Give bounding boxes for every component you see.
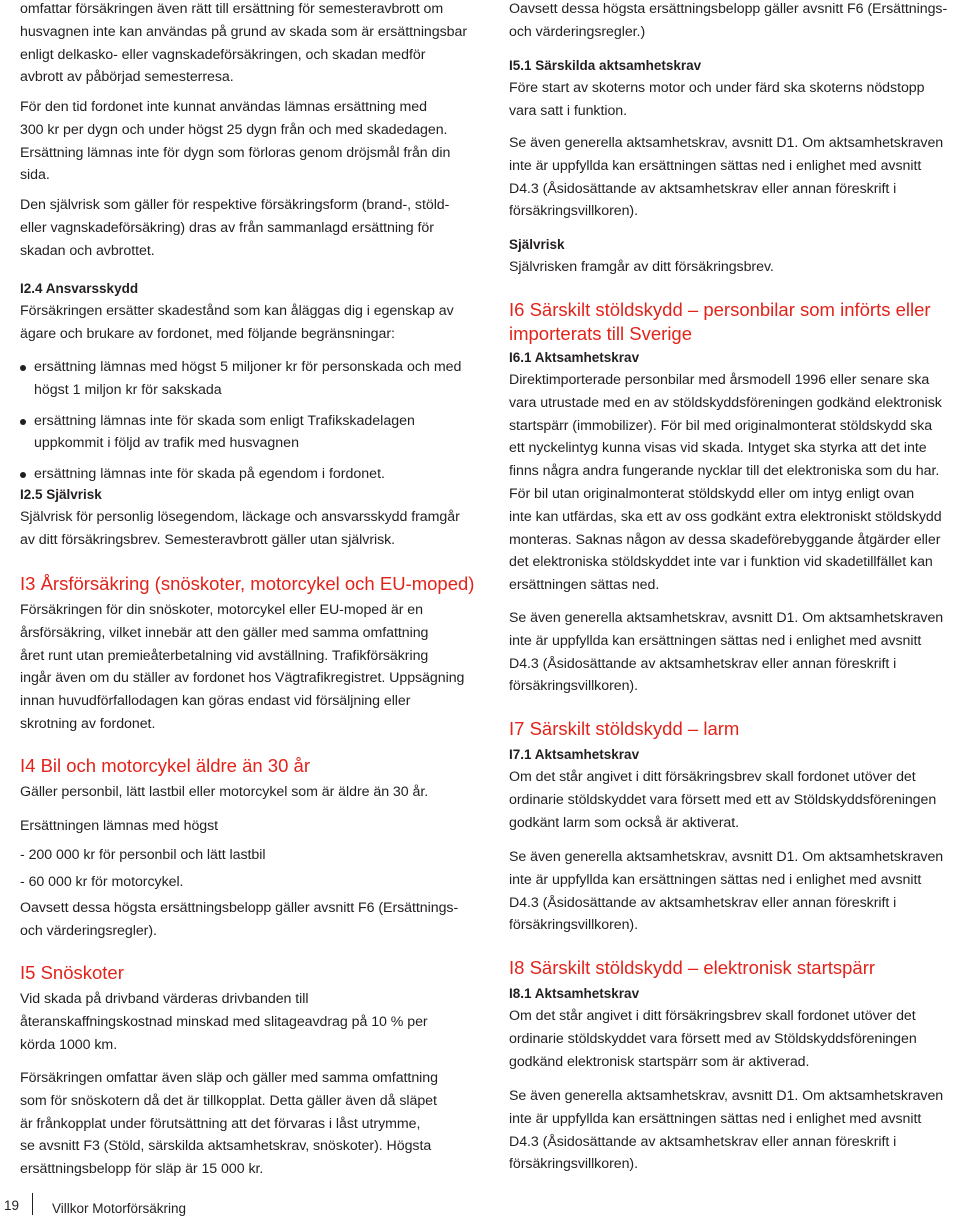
text-line: Före start av skoterns motor och under färd ska skoterns nödstopp <box>509 80 925 96</box>
text-line: försäkringsvillkoren). <box>509 203 638 220</box>
text-line: vara satt i funktion. <box>509 102 628 119</box>
text-line: sida. <box>20 167 50 184</box>
text-line: som för snöskotern då det är tillkopplat. Detta gäller även då släpet <box>20 1092 437 1109</box>
text-line: Den självrisk som gäller för respektive försäkringsform (brand-, stöld- <box>20 197 450 213</box>
text-line: 300 kr per dygn och under högst 25 dygn från och med skadedagen. <box>20 121 448 138</box>
text-line: högst 1 miljon kr för sakskada <box>34 381 222 398</box>
text-line: året runt utan premieåterbetalning vid avställning. Trafikförsäkring <box>20 647 429 664</box>
i5-paragraph-1 <box>20 988 428 1056</box>
text-line: D4.3 (Åsidosättande av aktsamhetskrav eller annan föreskrift i <box>509 1133 897 1150</box>
text-line: inte är uppfyllda kan ersättningen sättas ned i enlighet med avsnitt <box>509 1110 922 1127</box>
section-i6-heading <box>509 298 931 346</box>
text-line: ett nyckelintyg kunna visas vid skada. Intyget ska styrka att det inte <box>509 440 927 457</box>
text-line: försäkringsvillkoren). <box>509 1156 638 1173</box>
text-line: körda 1000 km. <box>20 1036 118 1053</box>
text-line: Om det står angivet i ditt försäkringsbrev skall fordonet utöver det <box>509 1008 916 1024</box>
text-line: uppkommit i följd av trafik med husvagnen <box>34 435 299 452</box>
text-line: se avsnitt F3 (Stöld, särskilda aktsamhetskrav, snöskoter). Högsta <box>20 1138 432 1155</box>
text-line: och värderingsregler.) <box>509 23 646 40</box>
section-i8-1-title: I8.1 Aktsamhetskrav <box>509 986 640 1001</box>
text-line: godkänd elektronisk startspärr som är aktiverad. <box>509 1053 810 1070</box>
text-line: Se även generella aktsamhetskrav, avsnitt D1. Om aktsamhetskraven <box>509 135 944 151</box>
text-line: startspärr (immobilizer). För bil med originalmonterat stöldskydd ska <box>509 417 933 434</box>
i4-paragraph-5 <box>20 897 458 943</box>
text-line: Oavsett dessa högsta ersättningsbelopp gäller avsnitt F6 (Ersättnings- <box>509 1 948 17</box>
i3-paragraph <box>20 599 464 736</box>
text-line: ersättning lämnas inte för skada som enligt Trafikskadelagen <box>34 412 415 429</box>
text-line: I6 Särskilt stöldskydd – personbilar som införts eller <box>509 299 931 320</box>
text-line: ingår även om du ställer av fordonet hos Vägtrafikregistret. Uppsägning <box>20 670 465 687</box>
liability-paragraph <box>20 300 454 346</box>
text-line: Ersättning lämnas inte för dygn som förloras genom dröjsmål från din <box>20 144 451 161</box>
section-i2-5-title: I2.5 Självrisk <box>20 487 102 502</box>
text-line: och värderingsregler). <box>20 922 157 939</box>
limitations-list <box>20 356 482 486</box>
section-i6-1-title: I6.1 Aktsamhetskrav <box>509 350 640 365</box>
text-line: Se även generella aktsamhetskrav, avsnitt D1. Om aktsamhetskraven <box>509 849 944 865</box>
i4-paragraph-2 <box>20 815 218 838</box>
bullet-icon <box>20 365 26 371</box>
text-line: ersättningen sättas ned. <box>509 577 660 594</box>
section-i5-1-title: I5.1 Särskilda aktsamhetskrav <box>509 58 702 73</box>
text-line: För den tid fordonet inte kunnat användas lämnas ersättning med <box>20 99 427 115</box>
footer-divider <box>32 1193 33 1215</box>
i7-1-paragraph-2 <box>509 846 943 937</box>
text-line: innan huvudförfallodagen kan göras endast vid försäljning eller <box>20 693 411 710</box>
text-line: Vid skada på drivband värderas drivbanden till <box>20 991 309 1007</box>
text-line: monteras. Saknas någon av dessa skadeförebyggande åtgärder eller <box>509 531 941 548</box>
text-line: Direktimporterade personbilar med årsmodell 1996 eller senare ska <box>509 372 930 388</box>
text-line: återanskaffningskostnad minskad med slitageavdrag på 10 % per <box>20 1013 428 1030</box>
text-line: är frånkopplat under förutsättning att det förvaras i låst utrymme, <box>20 1115 421 1132</box>
text-line: ersättningsbelopp för släp är 15 000 kr. <box>20 1161 264 1178</box>
text-line: avbrott av påbörjad semesterresa. <box>20 69 234 86</box>
i8-1-paragraph <box>509 1005 917 1073</box>
text-line: Oavsett dessa högsta ersättningsbelopp gäller avsnitt F6 (Ersättnings- <box>20 900 459 916</box>
text-line: - 60 000 kr för motorcykel. <box>20 874 184 890</box>
text-line: Gäller personbil, lätt lastbil eller motorcykel som är äldre än 30 år. <box>20 784 429 800</box>
i6-1-paragraph <box>509 369 942 597</box>
section-i3-heading: I3 Årsförsäkring (snöskoter, motorcykel och EU-moped) <box>20 573 475 594</box>
list-item <box>20 410 482 456</box>
text-line: eller vagnskadeförsäkring) dras av från sammanlagd ersättning för <box>20 219 434 236</box>
document-title: Villkor Motorförsäkring <box>52 1201 187 1216</box>
intro-paragraph <box>20 0 467 89</box>
text-line: ordinarie stöldskyddet vara försett med ett av Stöldskyddsföreningen <box>509 791 937 808</box>
self-risk-paragraph <box>509 256 774 279</box>
compensation-paragraph <box>20 96 450 187</box>
text-line: Se även generella aktsamhetskrav, avsnitt D1. Om aktsamhetskraven <box>509 610 944 626</box>
text-line: inte kan utfärdas, ska ett av oss godkänt extra elektroniskt stöldskydd <box>509 508 942 525</box>
section-i4-heading: I4 Bil och motorcykel äldre än 30 år <box>20 755 310 776</box>
text-line: D4.3 (Åsidosättande av aktsamhetskrav eller annan föreskrift i <box>509 894 897 911</box>
i4-paragraph-4 <box>20 871 183 894</box>
text-line: försäkringsvillkoren). <box>509 917 638 934</box>
text-line: ersättning lämnas inte för skada på egendom i fordonet. <box>34 466 385 483</box>
i6-1-paragraph-2 <box>509 607 943 698</box>
section-i2-4-title: I2.4 Ansvarsskydd <box>20 281 139 296</box>
text-line: inte är uppfyllda kan ersättningen sättas ned i enlighet med avsnitt <box>509 157 922 174</box>
r-paragraph-1 <box>509 0 947 44</box>
i5-paragraph-2 <box>20 1067 438 1181</box>
text-line: husvagnen inte kan användas på grund av skada som är ersättningsbar <box>20 23 468 40</box>
text-line: vara utrustade med en av stöldskyddsföreningen godkänd elektronisk <box>509 394 942 411</box>
text-line: årsförsäkring, vilket innebär att den gäller med samma omfattning <box>20 624 429 641</box>
text-line: Ersättningen lämnas med högst <box>20 818 219 834</box>
text-line: försäkringsvillkoren). <box>509 678 638 695</box>
text-line: inte är uppfyllda kan ersättningen sättas ned i enlighet med avsnitt <box>509 871 922 888</box>
text-line: enligt delkasko- eller vagnskadeförsäkringen, och skadan medför <box>20 46 426 63</box>
text-line: D4.3 (Åsidosättande av aktsamhetskrav eller annan föreskrift i <box>509 180 897 197</box>
text-line: ersättning lämnas med högst 5 miljoner kr för personskada och med <box>34 359 462 375</box>
self-risk-title: Självrisk <box>509 237 565 252</box>
text-line: importerats till Sverige <box>509 323 693 344</box>
text-line: Försäkringen omfattar även släp och gäller med samma omfattning <box>20 1070 438 1086</box>
text-line: Försäkringen ersätter skadestånd som kan åläggas dig i egenskap av <box>20 303 454 319</box>
section-i8-heading: I8 Särskilt stöldskydd – elektronisk startspärr <box>509 957 876 978</box>
text-line: finns några andra fungerande nycklar till det elektroniska som du har. <box>509 463 940 480</box>
text-line: skadan och avbrottet. <box>20 242 155 259</box>
text-line: Självrisken framgår av ditt försäkringsbrev. <box>509 259 774 275</box>
text-line: skrotning av fordonet. <box>20 715 156 732</box>
text-line: av ditt försäkringsbrev. Semesteravbrott gäller utan självrisk. <box>20 531 396 548</box>
i4-paragraph-3 <box>20 844 265 867</box>
section-i7-1-title: I7.1 Aktsamhetskrav <box>509 747 640 762</box>
deductible-paragraph <box>20 194 449 262</box>
text-line: Självrisk för personlig lösegendom, läckage och ansvarsskydd framgår <box>20 509 460 525</box>
i4-paragraph-1 <box>20 781 428 804</box>
section-i7-heading: I7 Särskilt stöldskydd – larm <box>509 718 740 739</box>
bullet-icon <box>20 472 26 478</box>
text-line: ägare och brukare av fordonet, med följande begränsningar: <box>20 325 395 342</box>
text-line: Om det står angivet i ditt försäkringsbrev skall fordonet utöver det <box>509 769 916 785</box>
text-line: ordinarie stöldskyddet vara försett med av Stöldskyddsföreningen <box>509 1030 917 1047</box>
list-item <box>20 463 482 486</box>
text-line: det elektroniska stöldskyddet inte var i funktion vid skadetillfället kan <box>509 554 933 571</box>
i5-1-paragraph-2 <box>509 132 943 223</box>
i5-1-paragraph <box>509 77 924 123</box>
list-item <box>20 356 482 402</box>
i8-1-paragraph-2 <box>509 1085 943 1176</box>
text-line: För bil utan originalmonterat stöldskydd eller om intyg enligt ovan <box>509 485 915 502</box>
text-line: godkänt larm som också är aktiverat. <box>509 814 740 831</box>
text-line: - 200 000 kr för personbil och lätt lastbil <box>20 847 266 863</box>
section-i5-heading: I5 Snöskoter <box>20 962 124 983</box>
text-line: D4.3 (Åsidosättande av aktsamhetskrav eller annan föreskrift i <box>509 655 897 672</box>
text-line: omfattar försäkringen även rätt till ersättning för semesteravbrott om <box>20 1 444 17</box>
i7-1-paragraph <box>509 766 936 834</box>
deductible-i2-5-paragraph <box>20 506 460 552</box>
text-line: Försäkringen för din snöskoter, motorcykel eller EU-moped är en <box>20 602 423 618</box>
page-number: 19 <box>4 1198 20 1213</box>
bullet-icon <box>20 419 26 425</box>
text-line: Se även generella aktsamhetskrav, avsnitt D1. Om aktsamhetskraven <box>509 1088 944 1104</box>
text-line: inte är uppfyllda kan ersättningen sättas ned i enlighet med avsnitt <box>509 632 922 649</box>
